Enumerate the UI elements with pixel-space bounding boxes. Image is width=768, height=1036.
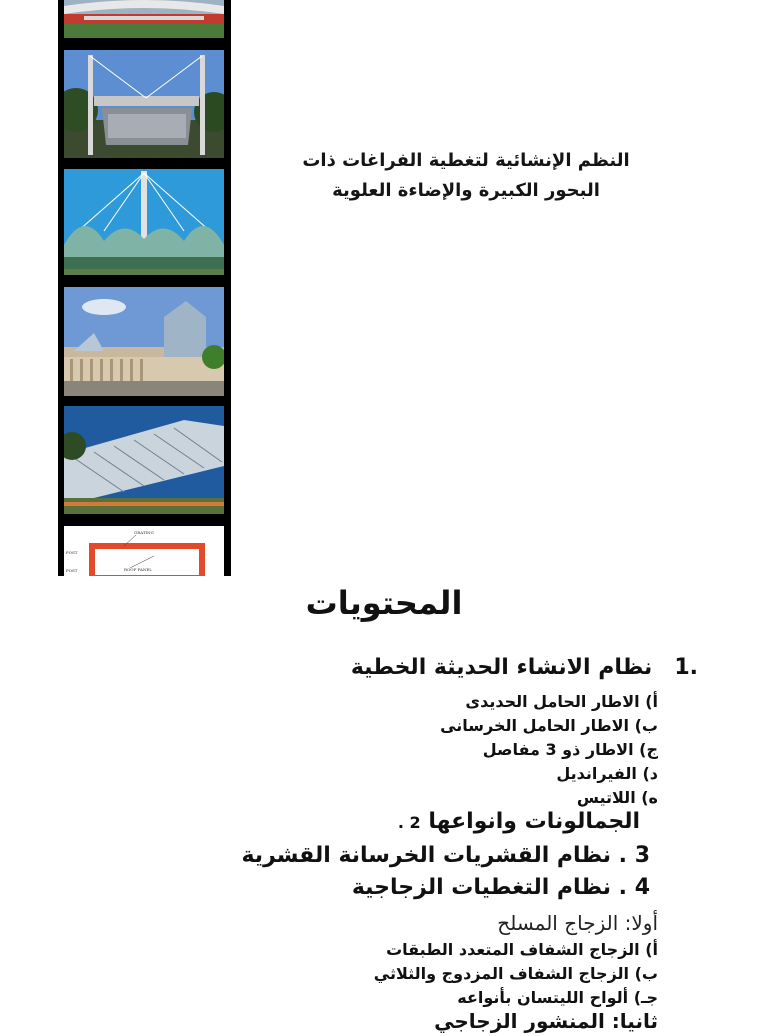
diagram-label-post-2: POST <box>66 568 78 573</box>
glass-greenhouse-roof-photo <box>64 406 224 514</box>
item-1-number: .1 <box>674 655 698 680</box>
title-line-2: البحور الكبيرة والإضاءة العلوية <box>332 180 600 201</box>
diagram-label-roof-panel: ROOF PANEL <box>124 567 152 572</box>
glass-subitems <box>374 938 658 1010</box>
tensile-tent-structure-photo <box>64 169 224 275</box>
item-1-subitems <box>440 690 658 810</box>
diagram-label-grating: GRATING <box>134 530 154 535</box>
structural-diagram-photo <box>64 526 224 576</box>
subitem-b: ب) الاطار الحامل الخرسانى <box>440 716 658 735</box>
contents-item-2 <box>398 806 640 839</box>
glass-first-heading: أولا: الزجاج المسلح <box>497 911 658 935</box>
glass-subitem-c: جـ) ألواح الليتسان بأنواعه <box>457 988 658 1007</box>
subitem-d: د) الفيرانديل <box>556 764 658 783</box>
stadium-roof-photo <box>64 0 224 38</box>
glass-gallery-building-photo <box>64 287 224 396</box>
image-filmstrip <box>58 0 231 576</box>
glass-subitem-b: ب) الزجاج الشفاف المزدوج والثلاثي <box>373 964 658 983</box>
page-title <box>276 146 656 206</box>
item-2-label: الجمالونات وانواعها <box>428 809 640 834</box>
glass-subitem-a: أ) الزجاج الشفاف المتعدد الطبقات <box>386 940 658 959</box>
contents-item-4 <box>352 872 650 904</box>
contents-item-3 <box>241 840 650 872</box>
contents-heading <box>0 584 768 622</box>
glass-second-heading: ثانيا: المنشور الزجاجي <box>434 1009 658 1033</box>
item-1-label: نظام الانشاء الحديثة الخطية <box>350 655 653 680</box>
item-4-label: 4 . نظام التغطيات الزجاجية <box>351 875 650 900</box>
subitem-c: ج) الاطار ذو 3 مفاصل <box>482 740 658 759</box>
contents-item-1 <box>351 652 698 684</box>
diagram-label-post-1: POST <box>66 550 78 555</box>
title-line-1: النظم الإنشائية لتغطية الفراغات ذات <box>302 150 630 171</box>
subitem-a: أ) الاطار الحامل الحديدى <box>465 692 658 711</box>
stadium-masts-photo <box>64 50 224 158</box>
item-3-label: 3 . نظام القشريات الخرسانة القشرية <box>241 843 650 868</box>
item-2-number: 2 . <box>397 813 421 832</box>
subitem-e: ه) اللاتيس <box>576 788 658 807</box>
contents-heading-text: المحتويات <box>305 584 463 622</box>
